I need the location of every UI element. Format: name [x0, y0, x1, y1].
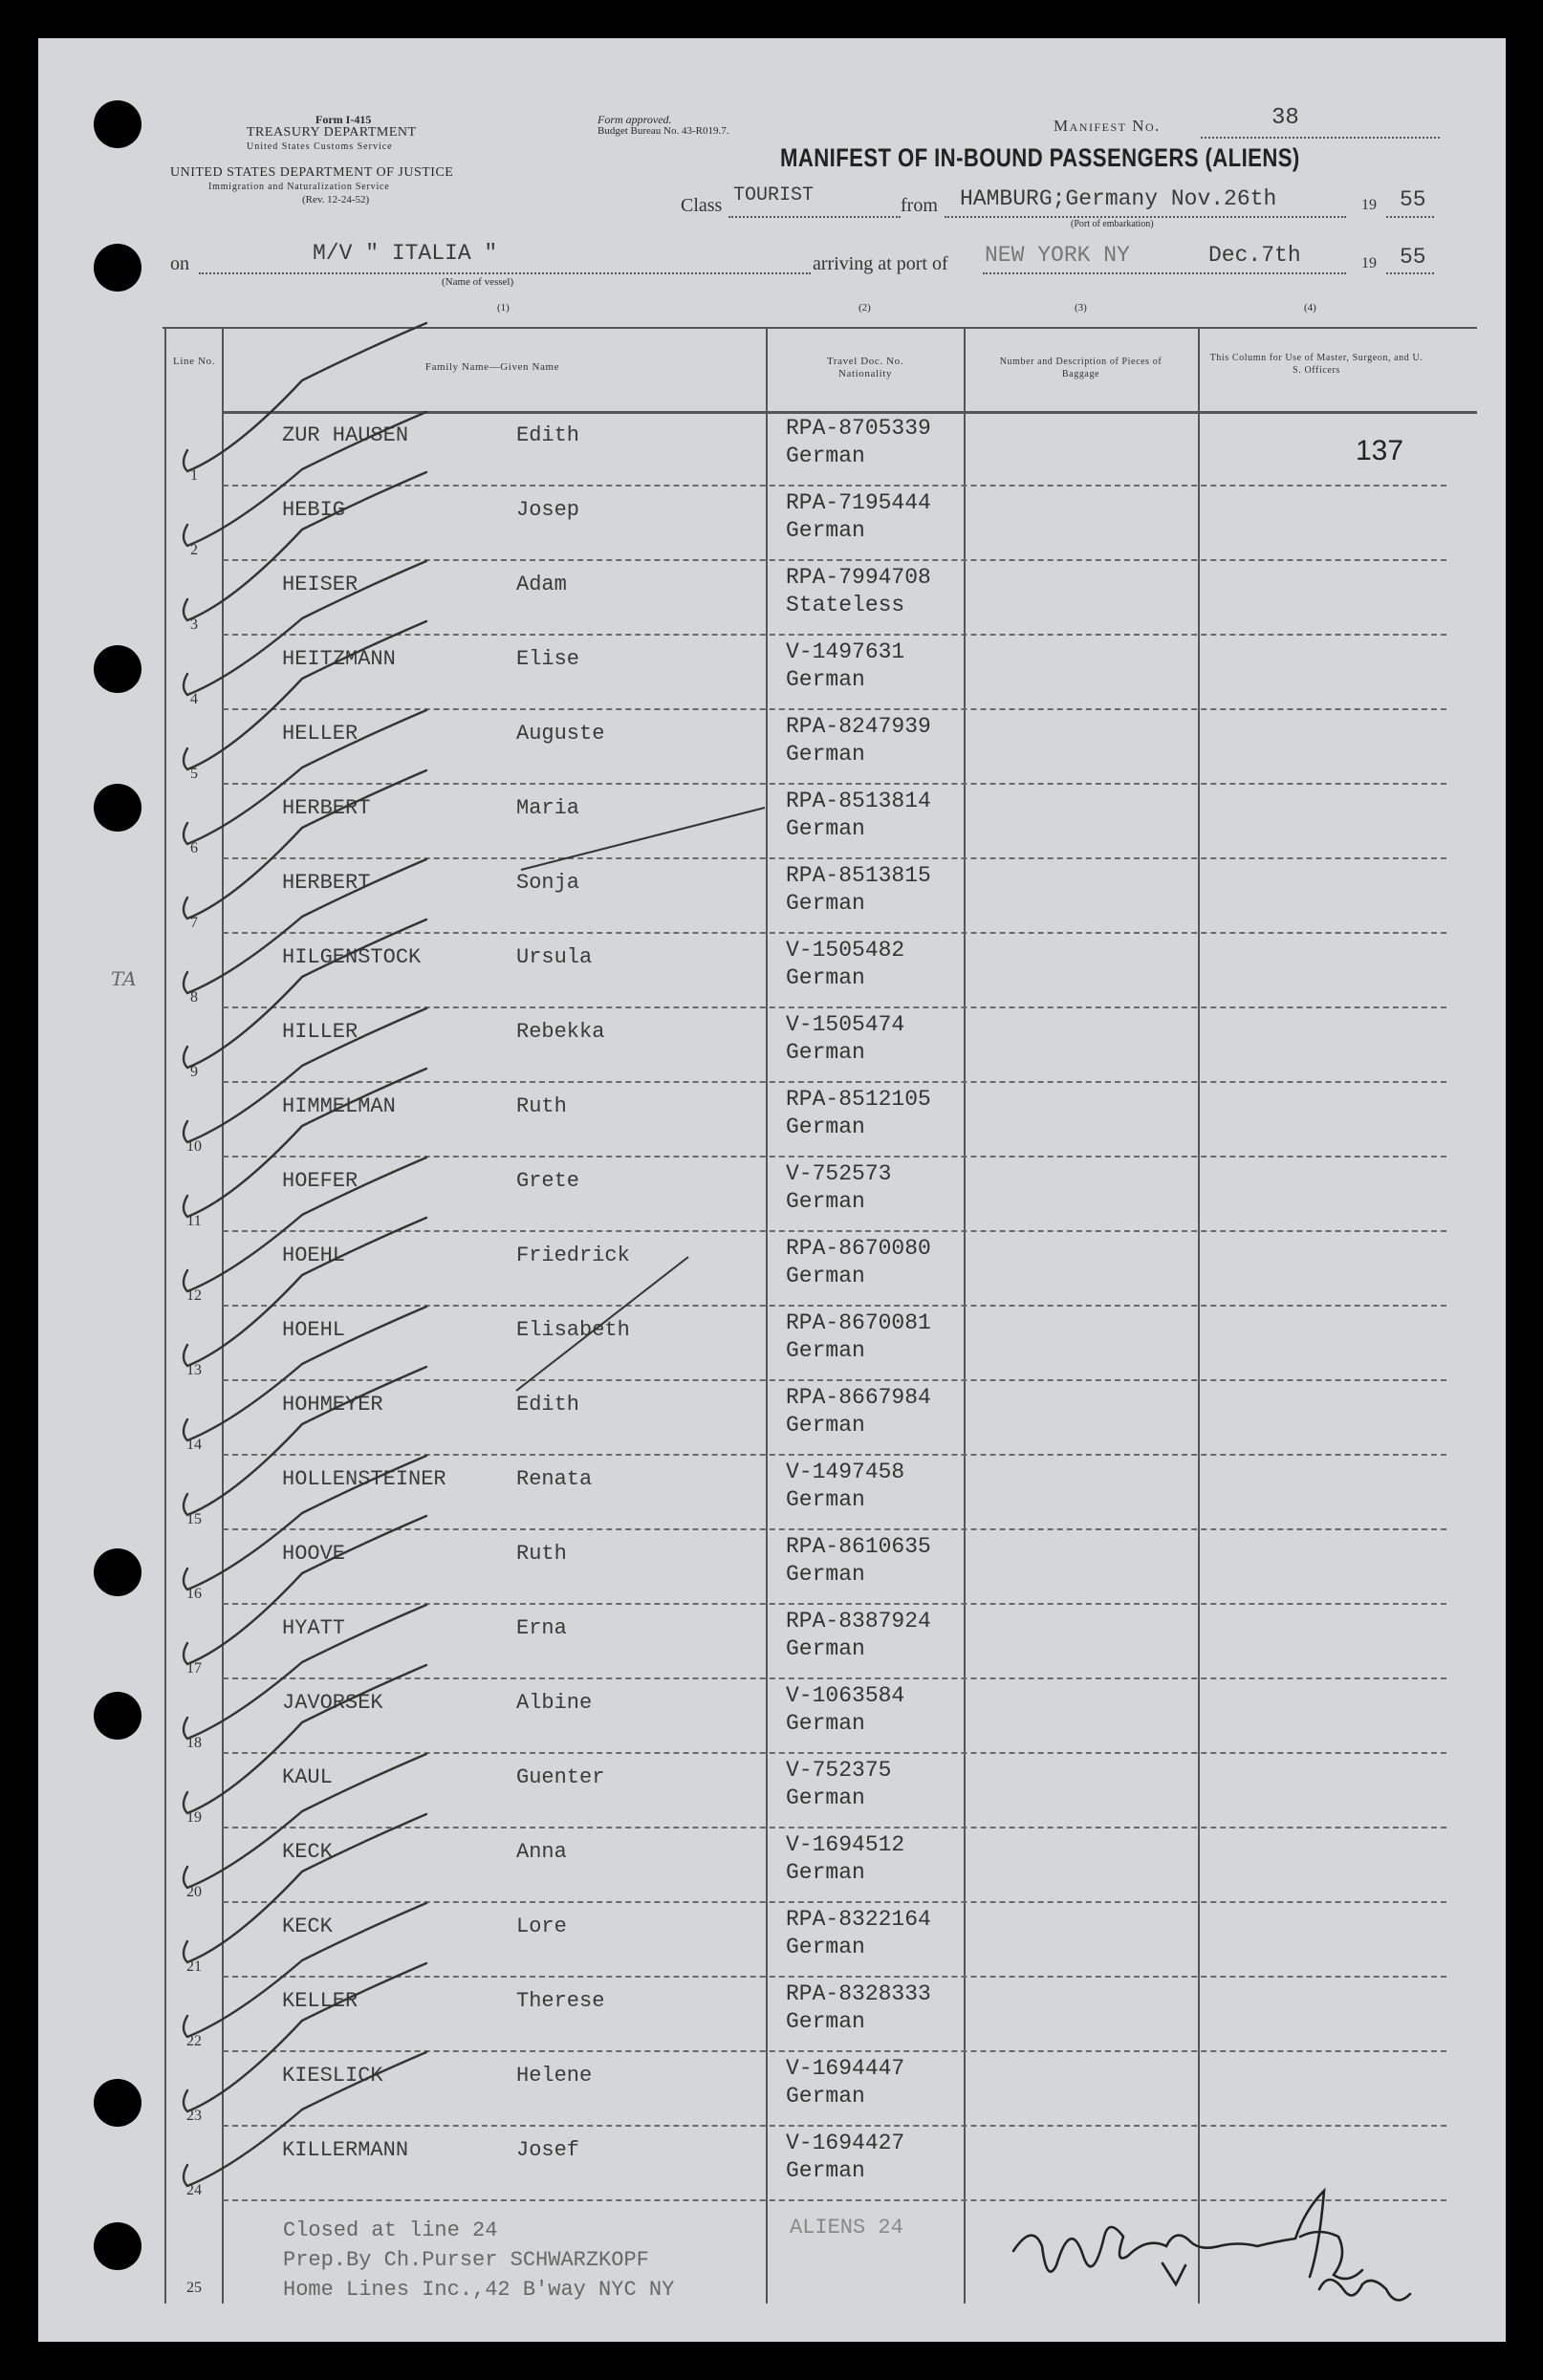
- passenger-family-name: HERBERT: [282, 871, 371, 895]
- check-mark: [184, 1218, 426, 1366]
- margin-note: TA: [111, 967, 137, 990]
- check-mark: [184, 1367, 426, 1515]
- passenger-travel-doc: V-1497458: [786, 1460, 905, 1484]
- check-mark: [184, 1456, 426, 1590]
- passenger-nationality: German: [786, 1636, 865, 1661]
- passenger-given-name: Edith: [516, 423, 580, 447]
- passenger-travel-doc: RPA-8387924: [786, 1609, 931, 1634]
- line-number: 16: [186, 1586, 202, 1602]
- passenger-family-name: JAVORSEK: [282, 1691, 383, 1715]
- passenger-given-name: Erna: [516, 1616, 567, 1640]
- passenger-family-name: HILLER: [282, 1020, 359, 1044]
- passenger-given-name: Therese: [516, 1989, 605, 2013]
- revision-date: (Rev. 12-24-52): [302, 194, 370, 206]
- passenger-travel-doc: RPA-8610635: [786, 1534, 931, 1559]
- arriving-label: arriving at port of: [813, 253, 948, 274]
- line-number: 10: [186, 1138, 202, 1155]
- check-mark: [184, 472, 426, 620]
- line-number: 8: [190, 989, 198, 1006]
- col-header-officers: This Column for Use of Master, Surgeon, and U. S. Officers: [1209, 353, 1423, 376]
- line-number: 17: [186, 1660, 202, 1677]
- check-mark: [184, 1665, 426, 1813]
- passenger-nationality: German: [786, 1487, 865, 1512]
- passenger-nationality: German: [786, 1114, 865, 1139]
- line-number: 7: [190, 915, 198, 931]
- line-number: 24: [186, 2182, 202, 2198]
- arrival-date: Dec.7th: [1208, 243, 1301, 268]
- line-number: 22: [186, 2033, 202, 2049]
- passenger-nationality: German: [786, 1040, 865, 1065]
- check-mark: [184, 920, 426, 1068]
- passenger-family-name: KAUL: [282, 1765, 333, 1789]
- line-number: 19: [186, 1809, 202, 1826]
- closing-line-1: Closed at line 24: [283, 2218, 498, 2242]
- passenger-given-name: Albine: [516, 1691, 593, 1715]
- passenger-given-name: Auguste: [516, 722, 605, 746]
- vessel-value: M/V " ITALIA ": [313, 241, 498, 266]
- line-number: 4: [190, 691, 198, 707]
- passenger-nationality: German: [786, 1785, 865, 1810]
- passenger-travel-doc: RPA-8670080: [786, 1236, 931, 1261]
- customs-service: United States Customs Service: [247, 141, 393, 152]
- passenger-family-name: KILLERMANN: [282, 2138, 409, 2162]
- line-number: 14: [186, 1437, 202, 1453]
- slash-marks: [516, 808, 765, 1391]
- passenger-given-name: Ruth: [516, 1542, 567, 1566]
- check-mark: [184, 1307, 426, 1440]
- passenger-family-name: KECK: [282, 1840, 333, 1864]
- port-embark-caption: (Port of embarkation): [1071, 219, 1154, 229]
- passenger-given-name: Renata: [516, 1467, 593, 1491]
- line-number: 6: [190, 840, 198, 856]
- passenger-given-name: Ruth: [516, 1094, 567, 1118]
- passenger-family-name: HEISER: [282, 573, 359, 596]
- signature: [1013, 2191, 1410, 2300]
- passenger-family-name: HOOVE: [282, 1542, 346, 1566]
- passenger-nationality: German: [786, 2084, 865, 2109]
- check-mark: [184, 1008, 426, 1142]
- passenger-travel-doc: RPA-8670081: [786, 1310, 931, 1335]
- col-num-3: (3): [1075, 302, 1087, 314]
- passenger-given-name: Guenter: [516, 1765, 605, 1789]
- check-mark: [184, 412, 426, 546]
- justice-dept: UNITED STATES DEPARTMENT OF JUSTICE: [170, 165, 454, 180]
- check-mark: [184, 1963, 426, 2111]
- check-mark: [184, 710, 426, 844]
- passenger-nationality: German: [786, 518, 865, 543]
- passenger-given-name: Elisabeth: [516, 1318, 630, 1342]
- passenger-travel-doc: V-1497631: [786, 639, 905, 664]
- passenger-nationality: German: [786, 2009, 865, 2034]
- line-number: 23: [186, 2108, 202, 2124]
- passenger-given-name: Ursula: [516, 945, 593, 969]
- line-number: 20: [186, 1884, 202, 1900]
- passenger-family-name: HOLLENSTEINER: [282, 1467, 446, 1491]
- passenger-nationality: German: [786, 1189, 865, 1214]
- passenger-family-name: HOEFER: [282, 1169, 359, 1193]
- check-mark: [184, 859, 426, 993]
- form-approved: Form approved.: [598, 113, 672, 126]
- col-header-baggage: Number and Description of Pieces of Baggage: [999, 357, 1163, 379]
- passenger-travel-doc: RPA-8705339: [786, 416, 931, 441]
- passenger-nationality: German: [786, 965, 865, 990]
- check-mark: [184, 1605, 426, 1739]
- passenger-travel-doc: RPA-8667984: [786, 1385, 931, 1410]
- passenger-given-name: Josef: [516, 2138, 580, 2162]
- passenger-given-name: Adam: [516, 573, 567, 596]
- passenger-nationality: German: [786, 1562, 865, 1587]
- col-num-1: (1): [497, 302, 510, 314]
- passenger-family-name: HELLER: [282, 722, 359, 746]
- col-num-4: (4): [1304, 302, 1316, 314]
- passenger-travel-doc: RPA-8513814: [786, 789, 931, 813]
- class-label: Class: [681, 195, 723, 216]
- passenger-nationality: German: [786, 1860, 865, 1885]
- passenger-nationality: German: [786, 1264, 865, 1288]
- vessel-caption: (Name of vessel): [442, 276, 514, 288]
- passenger-travel-doc: RPA-8328333: [786, 1981, 931, 2006]
- check-mark: [184, 2052, 426, 2186]
- passenger-nationality: German: [786, 816, 865, 841]
- aliens-total: ALIENS 24: [790, 2216, 903, 2239]
- passenger-nationality: German: [786, 2158, 865, 2183]
- year-prefix-2: 19: [1361, 255, 1377, 271]
- immigration-service: Immigration and Naturalization Service: [208, 182, 390, 192]
- passenger-nationality: German: [786, 1711, 865, 1736]
- check-mark: [184, 1754, 426, 1888]
- passenger-given-name: Elise: [516, 647, 580, 671]
- line-number: 1: [190, 467, 198, 484]
- line-number: 18: [186, 1735, 202, 1751]
- line-number: 3: [190, 617, 198, 633]
- passenger-nationality: German: [786, 891, 865, 916]
- year-value-1: 55: [1400, 187, 1426, 212]
- passenger-family-name: HIMMELMAN: [282, 1094, 396, 1118]
- line-number: 5: [190, 766, 198, 782]
- passenger-travel-doc: RPA-8247939: [786, 714, 931, 739]
- check-mark: [184, 770, 426, 919]
- passenger-nationality: German: [786, 1338, 865, 1363]
- check-mark: [184, 1516, 426, 1664]
- passenger-nationality: German: [786, 742, 865, 767]
- check-mark: [184, 1069, 426, 1217]
- budget-bureau: Budget Bureau No. 43-R019.7.: [598, 125, 729, 137]
- col-header-line-no: Line No.: [173, 356, 215, 367]
- passenger-travel-doc: V-1694447: [786, 2056, 905, 2081]
- col-num-2: (2): [858, 302, 871, 314]
- passenger-given-name: Josep: [516, 498, 580, 522]
- page-title: MANIFEST OF IN-BOUND PASSENGERS (ALIENS): [780, 143, 1300, 172]
- passenger-family-name: HOEHL: [282, 1318, 346, 1342]
- passenger-family-name: HOHMEYER: [282, 1393, 383, 1417]
- from-value: HAMBURG;Germany Nov.26th: [960, 186, 1277, 211]
- passenger-travel-doc: RPA-7195444: [786, 490, 931, 515]
- year-value-2: 55: [1400, 245, 1426, 270]
- check-mark: [184, 1158, 426, 1291]
- passenger-family-name: HOEHL: [282, 1244, 346, 1267]
- passenger-travel-doc: RPA-8322164: [786, 1907, 931, 1932]
- class-value: TOURIST: [733, 184, 815, 206]
- check-mark: [184, 1814, 426, 1962]
- line-number: 13: [186, 1362, 202, 1378]
- year-prefix-1: 19: [1361, 197, 1377, 213]
- arrival-port: NEW YORK NY: [985, 243, 1130, 268]
- passenger-travel-doc: V-752573: [786, 1161, 892, 1186]
- passenger-travel-doc: V-1694427: [786, 2131, 905, 2155]
- closing-line-2: Prep.By Ch.Purser SCHWARZKOPF: [283, 2248, 649, 2272]
- passenger-given-name: Sonja: [516, 871, 580, 895]
- officer-note: 137: [1356, 435, 1404, 466]
- passenger-given-name: Maria: [516, 796, 580, 820]
- passenger-travel-doc: RPA-7994708: [786, 565, 931, 590]
- on-label: on: [170, 253, 189, 274]
- check-mark: [184, 561, 426, 695]
- passenger-family-name: KIESLICK: [282, 2064, 383, 2088]
- line-number-25: 25: [186, 2280, 202, 2296]
- passenger-nationality: German: [786, 1935, 865, 1959]
- passenger-family-name: HYATT: [282, 1616, 346, 1640]
- col-header-travel-doc: Travel Doc. No. Nationality: [826, 356, 904, 379]
- manifest-label: Manifest No.: [1054, 117, 1161, 135]
- col-header-name: Family Name—Given Name: [424, 361, 560, 373]
- check-mark: [184, 1903, 426, 2037]
- passenger-family-name: HEBIG: [282, 498, 346, 522]
- passenger-given-name: Grete: [516, 1169, 580, 1193]
- check-mark: [184, 323, 426, 471]
- form-number: Form I-415: [315, 113, 372, 126]
- passenger-travel-doc: V-1505482: [786, 938, 905, 963]
- manifest-number: 38: [1271, 105, 1299, 131]
- line-number: 12: [186, 1287, 202, 1304]
- passenger-travel-doc: V-1505474: [786, 1012, 905, 1037]
- line-number: 2: [190, 542, 198, 558]
- passenger-family-name: KELLER: [282, 1989, 359, 2013]
- passenger-family-name: HEITZMANN: [282, 647, 396, 671]
- line-number: 21: [186, 1958, 202, 1975]
- passenger-nationality: Stateless: [786, 593, 905, 617]
- passenger-travel-doc: V-752375: [786, 1758, 892, 1783]
- passenger-given-name: Rebekka: [516, 1020, 605, 1044]
- passenger-nationality: German: [786, 444, 865, 468]
- from-label: from: [901, 195, 938, 216]
- treasury-dept: TREASURY DEPARTMENT: [247, 125, 417, 140]
- passenger-given-name: Friedrick: [516, 1244, 630, 1267]
- line-number: 9: [190, 1064, 198, 1080]
- passenger-family-name: ZUR HAUSEN: [282, 423, 409, 447]
- passenger-nationality: German: [786, 1413, 865, 1438]
- passenger-travel-doc: V-1063584: [786, 1683, 905, 1708]
- passenger-travel-doc: RPA-8512105: [786, 1087, 931, 1112]
- closing-line-3: Home Lines Inc.,42 B'way NYC NY: [283, 2278, 675, 2302]
- passenger-travel-doc: RPA-8513815: [786, 863, 931, 888]
- passenger-travel-doc: V-1694512: [786, 1832, 905, 1857]
- passenger-given-name: Helene: [516, 2064, 593, 2088]
- passenger-given-name: Lore: [516, 1915, 567, 1938]
- line-number: 15: [186, 1511, 202, 1527]
- passenger-family-name: HERBERT: [282, 796, 371, 820]
- line-number: 11: [186, 1213, 202, 1229]
- check-mark: [184, 621, 426, 769]
- passenger-family-name: KECK: [282, 1915, 333, 1938]
- passenger-nationality: German: [786, 667, 865, 692]
- passenger-family-name: HILGENSTOCK: [282, 945, 422, 969]
- passenger-given-name: Edith: [516, 1393, 580, 1417]
- passenger-given-name: Anna: [516, 1840, 567, 1864]
